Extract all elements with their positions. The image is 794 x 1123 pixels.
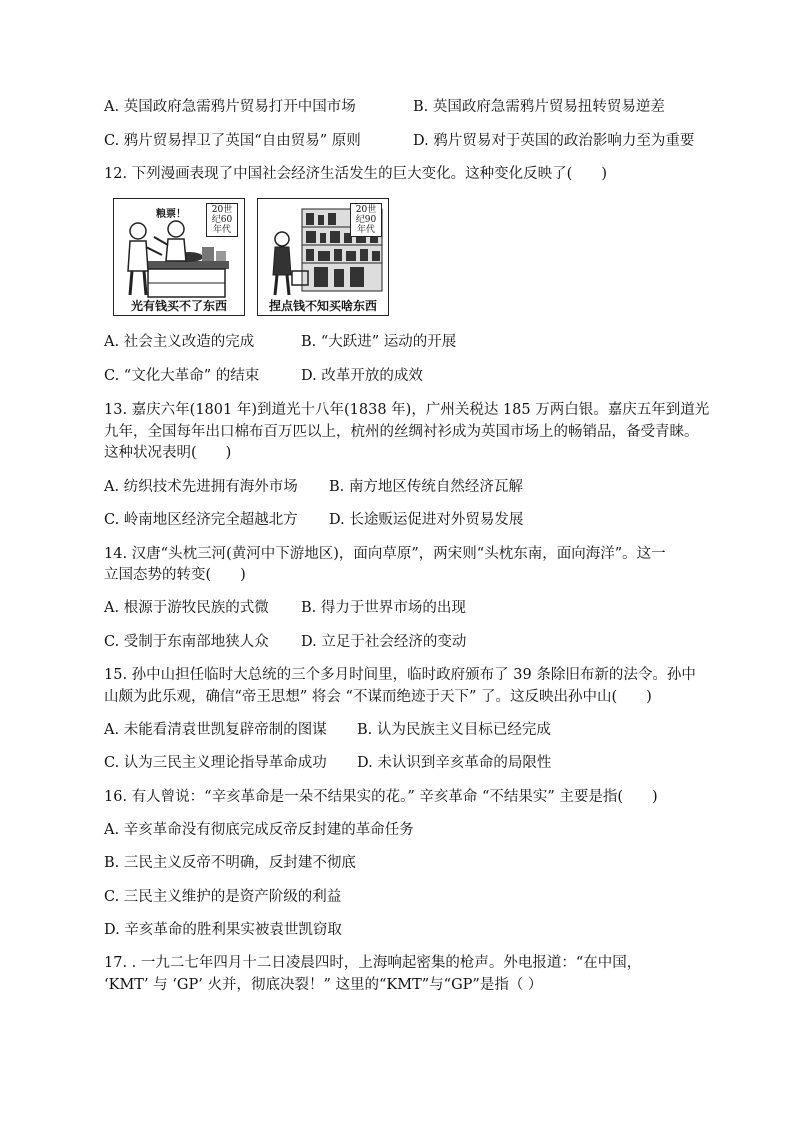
q13-stem-line-1: 13. 嘉庆六年(1801 年)到道光十八年(1838 年)，广州关税达 185 万两白银。嘉庆五年到道光 — [104, 402, 710, 418]
q14-stem-line-1: 14. 汉唐“头枕三河(黄河中下游地区)，面向草原”，两宋则“头枕东南，面向海洋”。这一 — [104, 546, 666, 562]
q12-stem: 12. 下列漫画表现了中国社会经济生活发生的巨大变化。这种变化反映了( ) — [104, 166, 607, 182]
q15-stem-line-1: 15. 孙中山担任临时大总统的三个多月时间里，临时政府颁布了 39 条除旧布新的法令。孙中 — [104, 667, 696, 683]
q13-option-c: C. 岭南地区经济完全超越北方 — [104, 512, 298, 528]
q13-option-d: D. 长途贩运促进对外贸易发展 — [329, 512, 524, 528]
q17-stem-line-1: 17. . 一九二七年四月十二日凌晨四时，上海响起密集的枪声。外电报道：“在中国， — [104, 955, 642, 971]
q12-option-c: C. “文化大革命” 的结束 — [104, 368, 260, 384]
q16-option-b: B. 三民主义反帝不明确，反封建不彻底 — [104, 855, 356, 871]
q13-option-a: A. 纺织技术先进拥有海外市场 — [104, 479, 298, 495]
q13-option-b: B. 南方地区传统自然经济瓦解 — [329, 479, 523, 495]
q14-option-c: C. 受制于东南部地狭人众 — [104, 634, 269, 650]
q14-option-a: A. 根源于游牧民族的式微 — [104, 600, 269, 616]
q14-option-d: D. 立足于社会经济的变动 — [301, 634, 467, 650]
q12-option-a: A. 社会主义改造的完成 — [104, 334, 255, 350]
q16-option-c: C. 三民主义维护的是资产阶级的利益 — [104, 889, 342, 905]
q16-option-a: A. 辛亥革命没有彻底完成反帝反封建的革命任务 — [104, 822, 414, 838]
q15-option-d: D. 未认识到辛亥革命的局限性 — [357, 755, 552, 771]
q15-option-b: B. 认为民族主义目标已经完成 — [357, 722, 551, 738]
comic-1960s-era-label: 20世纪60年代 — [206, 203, 238, 237]
comic-panel-1960s — [113, 198, 245, 316]
q11-option-b: B. 英国政府急需鸦片贸易扭转贸易逆差 — [413, 99, 665, 115]
q16-stem: 16. 有人曾说：“辛亥革命是一朵不结果实的花。” 辛亥革命 “不结果实” 主要是指( ) — [104, 789, 658, 805]
q11-option-a: A. 英国政府急需鸦片贸易打开中国市场 — [104, 99, 356, 115]
q15-option-a: A. 未能看清袁世凯复辟帝制的图谋 — [104, 722, 327, 738]
q14-stem-line-2: 立国态势的转变( ) — [104, 567, 246, 583]
comic-1960s-caption: 光有钱买不了东西 — [130, 299, 227, 313]
q12-option-b: B. “大跃进” 运动的开展 — [301, 334, 457, 350]
q15-option-c: C. 认为三民主义理论指导革命成功 — [104, 755, 327, 771]
q11-option-d: D. 鸦片贸易对于英国的政治影响力至为重要 — [413, 133, 695, 149]
q13-stem-line-2: 九年，全国每年出口棉布百万匹以上，杭州的丝绸衬衫成为英国市场上的畅销品，备受青睐。 — [104, 424, 699, 440]
comic-1990s-era-label: 20世纪90年代 — [350, 203, 382, 237]
q12-option-d: D. 改革开放的成效 — [301, 368, 423, 384]
q14-option-b: B. 得力于世界市场的出现 — [301, 600, 466, 616]
comic-1990s-caption: 捏点钱不知买啥东西 — [268, 299, 377, 313]
comic-panel-1990s — [257, 198, 389, 316]
q11-option-c: C. 鸦片贸易捍卫了英国“自由贸易” 原则 — [104, 133, 361, 149]
q15-stem-line-2: 山颇为此乐观，确信“帝王思想” 将会 “不谋而绝迹于天下” 了。这反映出孙中山( ) — [104, 689, 652, 705]
q13-stem-line-3: 这种状况表明( ) — [104, 445, 232, 461]
q16-option-d: D. 辛亥革命的胜利果实被袁世凯窃取 — [104, 922, 342, 938]
comic-1960s-speech: 粮票！ — [156, 209, 186, 220]
q17-stem-line-2: ‘KMT’ 与 ‘GP’ 火并，彻底决裂！” 这里的“KMT”与“GP”是指（ ） — [104, 977, 543, 993]
